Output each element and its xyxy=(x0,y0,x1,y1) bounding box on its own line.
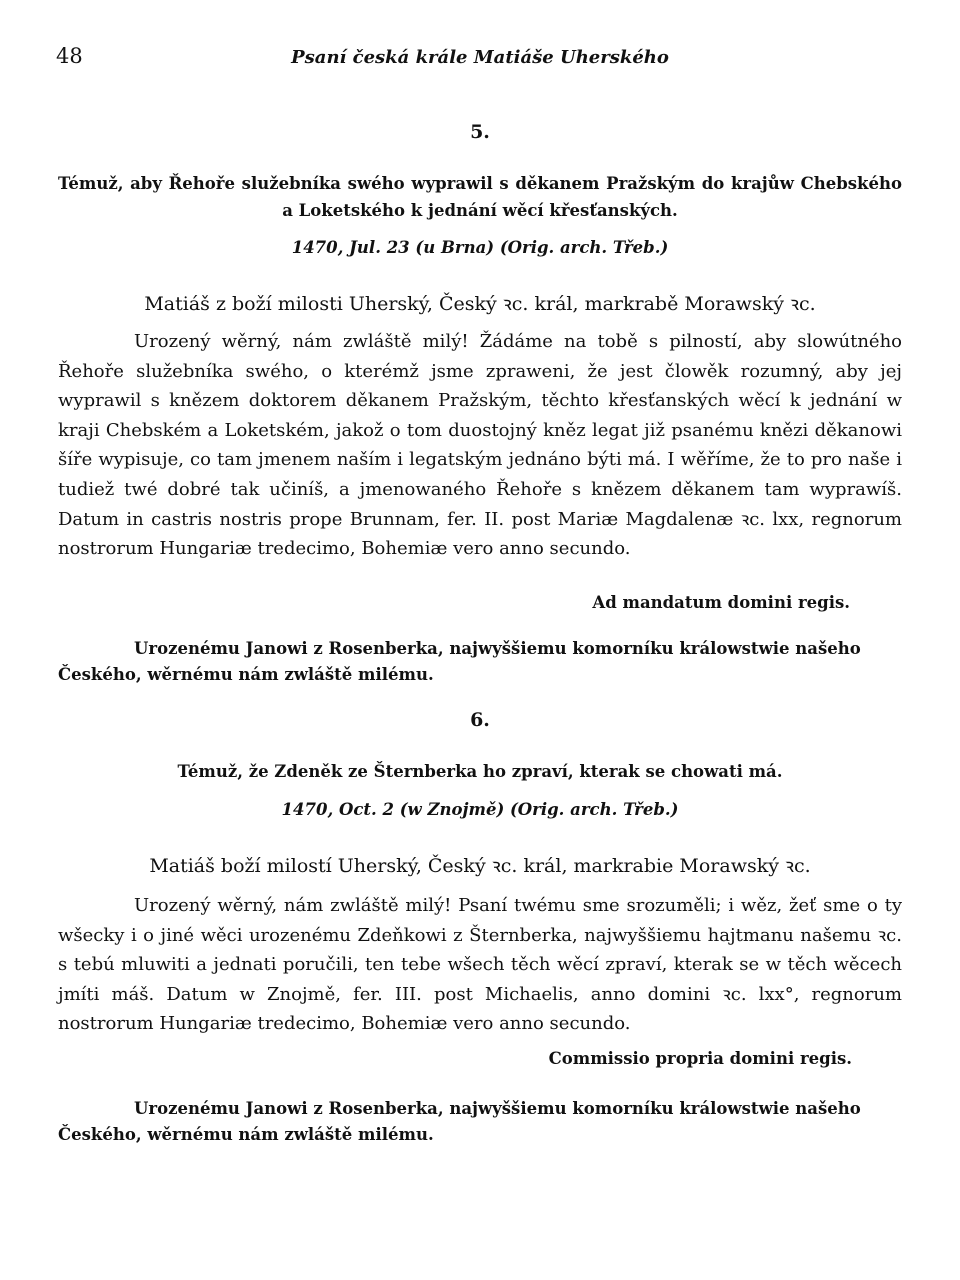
letter-address: Urozenému Janowi z Rosenberka, najwyššiemu komorníku králowstwie našeho Českého, wěrnému nám zwláště milému. xyxy=(58,1099,861,1144)
letter-number: 6. xyxy=(470,709,490,731)
letter-closing: Commissio propria domini regis. xyxy=(548,1049,852,1068)
page-number: 48 xyxy=(56,44,83,68)
letter-closing: Ad mandatum domini regis. xyxy=(592,593,850,612)
running-title: Psaní česká krále Matiáše Uherského xyxy=(291,47,669,68)
letter-body: Urozený wěrný, nám zwláště milý! Psaní twému sme srozuměli; i wěz, žeť sme o ty wšecky i o jiné wěci urozenému Zdeňkowi z Šternberka, najwyššiemu hajtmanu našemu ꝛc. s tebú mluwiti a jednati poručili, ten tebe wšech těch wěcí zpraví, kterak se w těch wěcech jmíti máš. Datum w Znojmě, fer. III. post Michaelis, anno domini ꝛc. lxx°, regnorum nostrorum Hungariæ tredecimo, Bohemiæ vero anno secundo. xyxy=(58,895,902,1035)
letter-body: Urozený wěrný, nám zwláště milý! Žádáme na tobě s pilností, aby slowútného Řehoře služebníka swého, o kterémž jsme zpraweni, že jest člowěk rozumný, aby jej wyprawil s knězem doktorem děkanem Pražským, těchto křesťanských wěcí k jednání w kraji Chebském a Loketském, jakož o tom duostojný kněz legat již psanému knězi děkanowi šíře wypisuje, co tam jmenem naším i legatským jednáno býti má. I wěříme, že to pro naše i tudiež twé dobré tak učiníš, a jmenowaného Řehoře s knězem děkanem tam wyprawíš. Datum in castris nostris prope Brunnam, fer. II. post Mariæ Magdalenæ ꝛc. lxx, regnorum nostrorum Hungariæ tredecimo, Bohemiæ vero anno secundo. xyxy=(58,331,902,560)
letter-summary: Témuž, že Zdeněk ze Šternberka ho zpraví, kterak se chowati má. xyxy=(177,762,783,781)
letter-address: Urozenému Janowi z Rosenberka, najwyššiemu komorníku králowstwie našeho Českého, wěrnému nám zwláště milému. xyxy=(58,639,861,684)
letter-intitulatio: Matiáš boží milostí Uherský, Český ꝛc. král, markrabie Morawský ꝛc. xyxy=(149,855,811,877)
page-header xyxy=(56,44,904,76)
letter-dateline: 1470, Jul. 23 (u Brna) (Orig. arch. Třeb.) xyxy=(291,238,669,257)
letter-intitulatio: Matiáš z boží milosti Uherský, Český ꝛc. král, markrabě Morawský ꝛc. xyxy=(144,293,816,315)
letter-summary: Témuž, aby Řehoře služebníka swého wyprawil s děkanem Pražským do krajůw Chebského a Loketského k jednání wěcí křesťanských. xyxy=(58,174,902,220)
letter-number: 5. xyxy=(470,121,490,143)
letter-dateline: 1470, Oct. 2 (w Znojmě) (Orig. arch. Třeb.) xyxy=(281,800,679,819)
